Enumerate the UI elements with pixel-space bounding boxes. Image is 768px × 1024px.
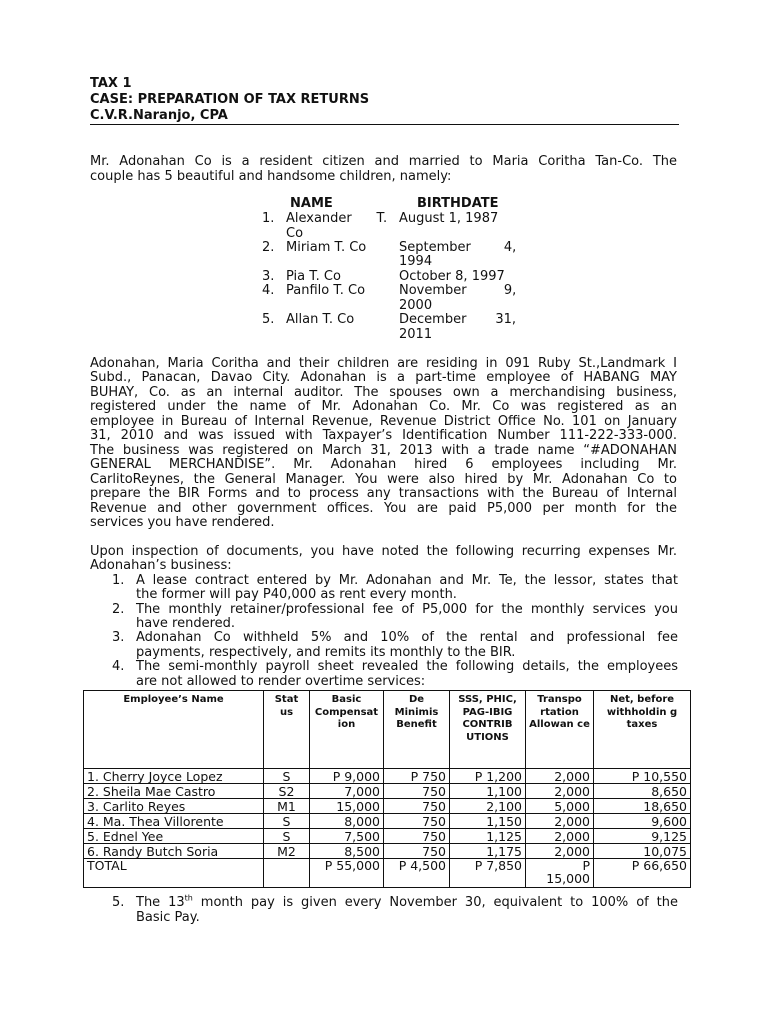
- intro-line-1: Mr. Adonahan Co is a resident citizen and married to Maria Coritha Tan-Co. The: [90, 154, 677, 169]
- table-row: 4. Ma. Thea Villorente S 8,000 750 1,150 2,000 9,600: [84, 814, 691, 829]
- author-line: C.V.R.Naranjo, CPA: [90, 108, 228, 123]
- col-de-minimis: De Minimis Benefit: [384, 691, 450, 769]
- table-row: 2. Sheila Mae Castro S2 7,000 750 1,100 2,000 8,650: [84, 784, 691, 799]
- inspection-line-2: Adonahan’s business:: [90, 558, 232, 573]
- inspection-line-1: Upon inspection of documents, you have noted the following recurring expenses Mr.: [90, 544, 677, 559]
- col-contributions: SSS, PHIC, PAG-IBIG CONTRIB UTIONS: [450, 691, 526, 769]
- children-birthdate-header: BIRTHDATE: [417, 196, 499, 211]
- case-title: CASE: PREPARATION OF TAX RETURNS: [90, 92, 370, 107]
- header-rule: [90, 124, 679, 125]
- table-row: 1. Cherry Joyce Lopez S P 9,000 P 750 P 1,200 2,000 P 10,550: [84, 769, 691, 784]
- payroll-table: [83, 690, 691, 888]
- col-employee-name: Employee’s Name: [84, 691, 264, 769]
- table-row: 3. Carlito Reyes M1 15,000 750 2,100 5,000 18,650: [84, 799, 691, 814]
- document-header: [90, 76, 678, 124]
- col-transportation: Transpo rtation Allowan ce: [526, 691, 594, 769]
- col-status: Stat us: [264, 691, 310, 769]
- intro-line-2: couple has 5 beautiful and handsome children, namely:: [90, 169, 452, 184]
- children-name-header: NAME: [290, 196, 333, 211]
- table-header-row: [84, 691, 691, 769]
- table-row: 5. Ednel Yee S 7,500 750 1,125 2,000 9,125: [84, 829, 691, 844]
- document-page: TAX 1 CASE: PREPARATION OF TAX RETURNS C.V.R.Naranjo, CPA Mr. Adonahan Co is a resident citizen and married to Maria Coritha Tan-Co. The couple has 5 beautiful and handsome children, namely: NAME BIRTHDATE 1. Alexander T. August 1, 1987 Co 2. Miriam T. Co September 4, 1994 3. Pia T. Co October 8, 1997 4. Panfilo T. Co November 9, 2000 5. Allan T. Co December 31, 2011 Adonahan, Maria Coritha and their children are residing in 091 Ruby St.,Landmark I Subd., Panacan, Davao City. Adonahan is a part-time employee of HABANG MAY BUHAY, Co. as an internal auditor. The spouses own a merchandising business, registered under the name of Mr. Adonahan Co. Mr. Co was registered as an employee in Bureau of Internal Revenue, Revenue District Office No. 101 on January 31, 2010 and was issued with Taxpayer’s Identification Number 111-222-333-000. The business was registered on March 31, 2013 with a trade name “#ADONAHAN GENERAL MERCHANDISE”. Mr. Adonahan hired 6 employees including Mr. CarlitoReynes, the General Manager. You were also hired by Mr. Adonahan Co to prepare the BIR Forms and to process any transactions with the Bureau of Internal Revenue and other government offices. You are paid P5,000 per month for the services you have rendered. Upon inspection of documents, you have noted the following recurring expenses Mr. Adonahan’s business: 1. A lease contract entered by Mr. Adonahan and Mr. Te, the lessor, states that the former will pay P40,000 as rent every month. 2. The monthly retainer/professional fee of P5,000 for the monthly services you have rendered. 3. Adonahan Co withheld 5% and 10% of the rental and professional fee payments, respectively, and remits its monthly to the BIR. 4. The semi-monthly payroll sheet revealed the following details, the employees are not allowed to render overtime services: Employee’s Name Stat us Basic Compensat ion De Minimis Benefit SSS, PHIC, PAG-IBIG CONTRIB UTIONS Transpo rtation Allowan ce Net, before withholdin g taxes 1. Cherry Joyce Lopez S P 9,000 P 750 P 1,200 2,000 P 10,550 2. Sheila Mae Castro S2 7,000 750 1,100 2,000 8,650 3. Carlito Reyes M1 15,000 750 2,100 5,000 18,650 4. Ma. Thea Villorente S 8,000 750 1,150 2,000 9,600 5. Ednel Yee S 7,500 750 1,125 2,000 9,125 6. Randy Butch Soria M2 8,500 750 1,175 2,000 10,075 TOTAL P 55,000 P 4,500 P 7,850 P 15,000 P 66,650 5. The 13th month pay is given every November 30, equivalent to 100% of the Basic Pay.: [0, 0, 768, 1024]
- table-row: 6. Randy Butch Soria M2 8,500 750 1,175 2,000 10,075: [84, 844, 691, 859]
- table-total-row: TOTAL P 55,000 P 4,500 P 7,850 P 15,000 P 66,650: [84, 859, 691, 888]
- col-net: Net, before withholdin g taxes: [594, 691, 691, 769]
- col-basic-compensation: Basic Compensat ion: [310, 691, 384, 769]
- course-title: TAX 1: [90, 76, 132, 91]
